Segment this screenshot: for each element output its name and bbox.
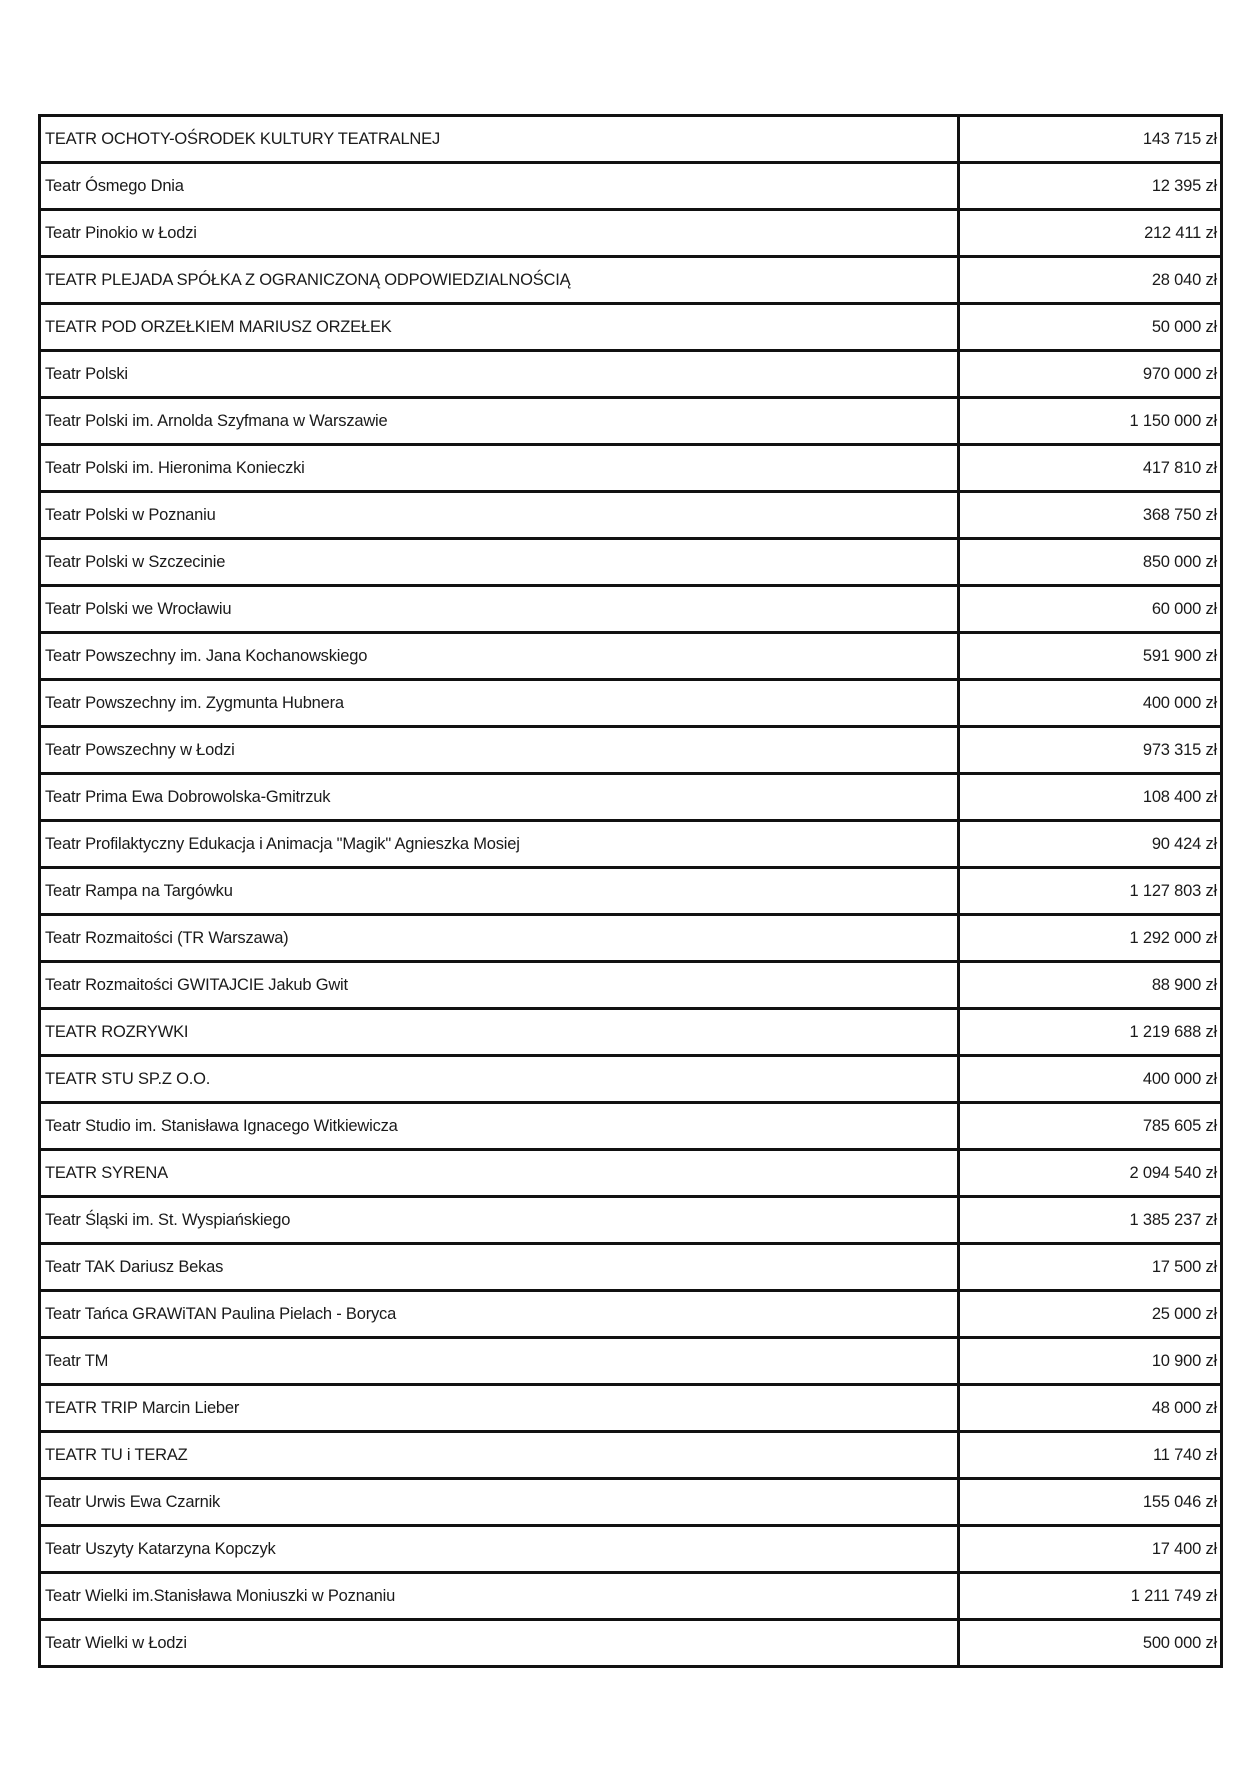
- amount-cell: 368 750 zł: [959, 492, 1222, 539]
- table-row: [40, 727, 1222, 774]
- amount-cell: 108 400 zł: [959, 774, 1222, 821]
- table-row: [40, 586, 1222, 633]
- amount-cell: 1 150 000 zł: [959, 398, 1222, 445]
- amount-cell: 48 000 zł: [959, 1385, 1222, 1432]
- theatre-name-cell: Teatr TAK Dariusz Bekas: [40, 1244, 959, 1291]
- amount-cell: 50 000 zł: [959, 304, 1222, 351]
- table-row: [40, 774, 1222, 821]
- theatre-name-cell: Teatr Prima Ewa Dobrowolska-Gmitrzuk: [40, 774, 959, 821]
- theatre-name-cell: Teatr Profilaktyczny Edukacja i Animacja "Magik" Agnieszka Mosiej: [40, 821, 959, 868]
- theatre-name-cell: Teatr Polski w Szczecinie: [40, 539, 959, 586]
- theatre-name-cell: Teatr Tańca GRAWiTAN Paulina Pielach - Boryca: [40, 1291, 959, 1338]
- amount-cell: 25 000 zł: [959, 1291, 1222, 1338]
- table-row: [40, 1150, 1222, 1197]
- table-row: [40, 1479, 1222, 1526]
- theatre-name-cell: Teatr Polski im. Hieronima Konieczki: [40, 445, 959, 492]
- table-row: [40, 1197, 1222, 1244]
- amount-cell: 212 411 zł: [959, 210, 1222, 257]
- theatre-name-cell: Teatr Pinokio w Łodzi: [40, 210, 959, 257]
- grants-table: [38, 114, 1223, 1668]
- theatre-name-cell: Teatr TM: [40, 1338, 959, 1385]
- amount-cell: 88 900 zł: [959, 962, 1222, 1009]
- table-row: [40, 257, 1222, 304]
- theatre-name-cell: Teatr Urwis Ewa Czarnik: [40, 1479, 959, 1526]
- theatre-name-cell: Teatr Polski im. Arnolda Szyfmana w Warszawie: [40, 398, 959, 445]
- amount-cell: 850 000 zł: [959, 539, 1222, 586]
- amount-cell: 2 094 540 zł: [959, 1150, 1222, 1197]
- table-row: [40, 1103, 1222, 1150]
- amount-cell: 970 000 zł: [959, 351, 1222, 398]
- amount-cell: 500 000 zł: [959, 1620, 1222, 1667]
- table-row: [40, 915, 1222, 962]
- grants-table-body: [40, 116, 1222, 1667]
- theatre-name-cell: Teatr Wielki w Łodzi: [40, 1620, 959, 1667]
- table-row: [40, 539, 1222, 586]
- theatre-name-cell: Teatr Uszyty Katarzyna Kopczyk: [40, 1526, 959, 1573]
- table-row: [40, 1432, 1222, 1479]
- table-row: [40, 210, 1222, 257]
- table-row: [40, 1009, 1222, 1056]
- table-row: [40, 492, 1222, 539]
- amount-cell: 417 810 zł: [959, 445, 1222, 492]
- table-row: [40, 445, 1222, 492]
- theatre-name-cell: Teatr Powszechny im. Jana Kochanowskiego: [40, 633, 959, 680]
- amount-cell: 1 219 688 zł: [959, 1009, 1222, 1056]
- table-row: [40, 1526, 1222, 1573]
- amount-cell: 591 900 zł: [959, 633, 1222, 680]
- table-row: [40, 1291, 1222, 1338]
- theatre-name-cell: TEATR TU i TERAZ: [40, 1432, 959, 1479]
- table-row: [40, 1620, 1222, 1667]
- table-row: [40, 1244, 1222, 1291]
- amount-cell: 1 211 749 zł: [959, 1573, 1222, 1620]
- amount-cell: 90 424 zł: [959, 821, 1222, 868]
- theatre-name-cell: TEATR OCHOTY-OŚRODEK KULTURY TEATRALNEJ: [40, 116, 959, 163]
- table-row: [40, 351, 1222, 398]
- amount-cell: 155 046 zł: [959, 1479, 1222, 1526]
- table-row: [40, 1385, 1222, 1432]
- amount-cell: 143 715 zł: [959, 116, 1222, 163]
- amount-cell: 400 000 zł: [959, 680, 1222, 727]
- table-row: [40, 868, 1222, 915]
- theatre-name-cell: Teatr Studio im. Stanisława Ignacego Witkiewicza: [40, 1103, 959, 1150]
- theatre-name-cell: Teatr Ósmego Dnia: [40, 163, 959, 210]
- theatre-name-cell: Teatr Wielki im.Stanisława Moniuszki w Poznaniu: [40, 1573, 959, 1620]
- table-row: [40, 398, 1222, 445]
- theatre-name-cell: TEATR PLEJADA SPÓŁKA Z OGRANICZONĄ ODPOWIEDZIALNOŚCIĄ: [40, 257, 959, 304]
- amount-cell: 785 605 zł: [959, 1103, 1222, 1150]
- table-row: [40, 633, 1222, 680]
- amount-cell: 60 000 zł: [959, 586, 1222, 633]
- table-row: [40, 680, 1222, 727]
- theatre-name-cell: Teatr Polski we Wrocławiu: [40, 586, 959, 633]
- amount-cell: 1 385 237 zł: [959, 1197, 1222, 1244]
- table-row: [40, 962, 1222, 1009]
- amount-cell: 12 395 zł: [959, 163, 1222, 210]
- amount-cell: 17 500 zł: [959, 1244, 1222, 1291]
- amount-cell: 400 000 zł: [959, 1056, 1222, 1103]
- amount-cell: 10 900 zł: [959, 1338, 1222, 1385]
- theatre-name-cell: TEATR ROZRYWKI: [40, 1009, 959, 1056]
- table-row: [40, 304, 1222, 351]
- theatre-name-cell: Teatr Rozmaitości (TR Warszawa): [40, 915, 959, 962]
- theatre-name-cell: Teatr Polski w Poznaniu: [40, 492, 959, 539]
- theatre-name-cell: TEATR POD ORZEŁKIEM MARIUSZ ORZEŁEK: [40, 304, 959, 351]
- table-row: [40, 1056, 1222, 1103]
- theatre-name-cell: Teatr Śląski im. St. Wyspiańskiego: [40, 1197, 959, 1244]
- theatre-name-cell: Teatr Rozmaitości GWITAJCIE Jakub Gwit: [40, 962, 959, 1009]
- theatre-name-cell: Teatr Polski: [40, 351, 959, 398]
- amount-cell: 17 400 zł: [959, 1526, 1222, 1573]
- table-row: [40, 821, 1222, 868]
- theatre-name-cell: TEATR SYRENA: [40, 1150, 959, 1197]
- amount-cell: 973 315 zł: [959, 727, 1222, 774]
- amount-cell: 1 292 000 zł: [959, 915, 1222, 962]
- amount-cell: 28 040 zł: [959, 257, 1222, 304]
- amount-cell: 1 127 803 zł: [959, 868, 1222, 915]
- table-row: [40, 163, 1222, 210]
- table-row: [40, 1573, 1222, 1620]
- theatre-name-cell: Teatr Powszechny im. Zygmunta Hubnera: [40, 680, 959, 727]
- theatre-name-cell: TEATR TRIP Marcin Lieber: [40, 1385, 959, 1432]
- table-row: [40, 1338, 1222, 1385]
- theatre-name-cell: TEATR STU SP.Z O.O.: [40, 1056, 959, 1103]
- amount-cell: 11 740 zł: [959, 1432, 1222, 1479]
- table-row: [40, 116, 1222, 163]
- theatre-name-cell: Teatr Powszechny w Łodzi: [40, 727, 959, 774]
- theatre-name-cell: Teatr Rampa na Targówku: [40, 868, 959, 915]
